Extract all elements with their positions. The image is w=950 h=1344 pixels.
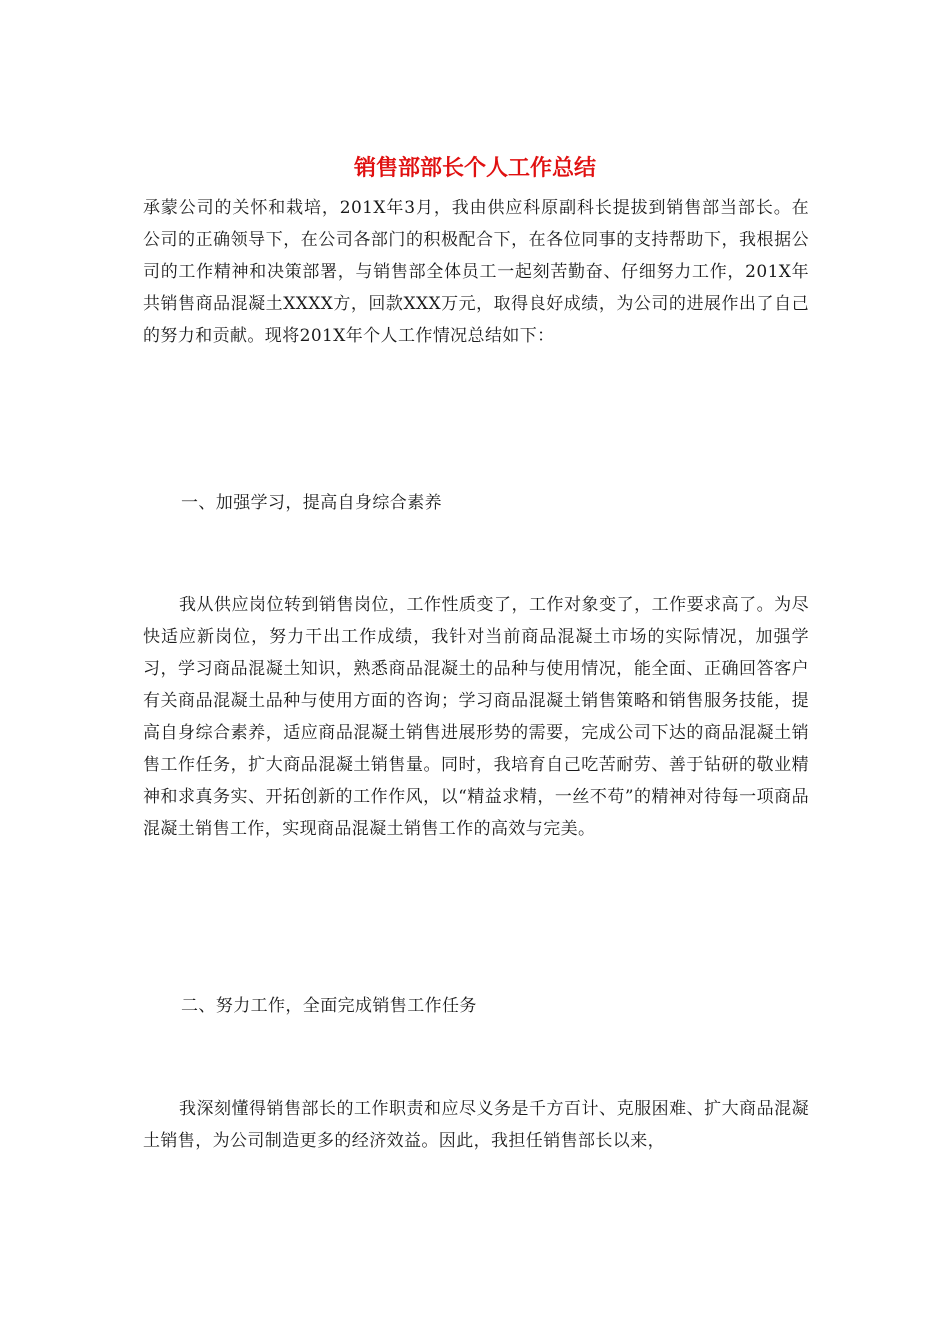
- intro-paragraph: 承蒙公司的关怀和栽培，201X年3月，我由供应科原副科长提拔到销售部当部长。在公司的正确领导下，在公司各部门的积极配合下，在各位同事的支持帮助下，我根据公司的工作精神和决策部署，与销售部全体员工一起刻苦勤奋、仔细努力工作，201X年共销售商品混凝土XXXX方，回款XXX万元，取得良好成绩，为公司的进展作出了自己的努力和贡献。现将201X年个人工作情况总结如下：: [143, 198, 809, 346]
- section-heading-2: 二、努力工作，全面完成销售工作任务: [181, 996, 477, 1016]
- section-body-2: 我深刻懂得销售部长的工作职责和应尽义务是千方百计、克服困难、扩大商品混凝土销售，为公司制造更多的经济效益。因此，我担任销售部长以来，: [143, 1099, 809, 1151]
- section-body-1: 我从供应岗位转到销售岗位，工作性质变了，工作对象变了，工作要求高了。为尽快适应新岗位，努力干出工作成绩，我针对当前商品混凝土市场的实际情况，加强学习，学习商品混凝土知识，熟悉商品混凝土的品种与使用情况，能全面、正确回答客户有关商品混凝土品种与使用方面的咨询；学习商品混凝土销售策略和销售服务技能，提高自身综合素养，适应商品混凝土销售进展形势的需要，完成公司下达的商品混凝土销售工作任务，扩大商品混凝土销售量。同时，我培育自己吃苦耐劳、善于钻研的敬业精神和求真务实、开拓创新的工作作风，以“精益求精，一丝不苟”的精神对待每一项商品混凝土销售工作，实现商品混凝土销售工作的高效与完美。: [143, 595, 809, 839]
- document-title: 销售部部长个人工作总结: [353, 155, 596, 181]
- section-heading-1: 一、加强学习，提高自身综合素养: [181, 493, 442, 513]
